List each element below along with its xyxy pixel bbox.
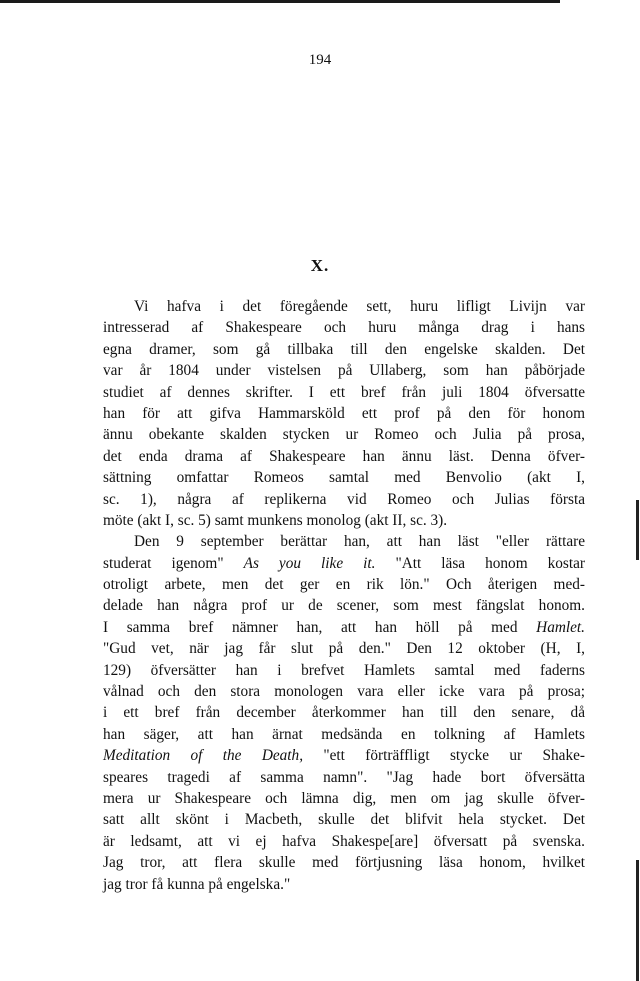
page-number: 194	[308, 52, 332, 68]
text-line: i ett bref från december återkommer han till den senare, då	[103, 704, 585, 722]
text-line: Den 9 september berättar han, att han läst "eller rättare	[134, 533, 585, 551]
top-scan-rule	[0, 0, 560, 3]
text-line: jag tror få kunna på engelska."	[103, 875, 291, 893]
text-segment: I samma bref nämner han, att han höll på med	[103, 618, 537, 636]
text-line: intresserad af Shakespeare och huru många drag i hans	[103, 319, 585, 337]
text-segment: "Att läsa honom kostar	[375, 554, 586, 572]
text-line: ännu obekante skalden stycken ur Romeo och Julia på prosa,	[103, 426, 585, 444]
text-line: vålnad och den stora monologen vara eller icke vara på prosa;	[103, 683, 585, 701]
text-line: sättning omfattar Romeos samtal med Benvolio (akt I,	[103, 469, 585, 487]
text-line: egna dramer, som gå tillbaka till den engelske skalden. Det	[103, 340, 585, 358]
text-line: Jag tror, att flera skulle med förtjusning läsa honom, hvilket	[103, 854, 585, 872]
text-line: satt allt skönt i Macbeth, skulle det blifvit hela stycket. Det	[103, 811, 585, 829]
text-line: mera ur Shakespeare och lämna dig, men om jag skulle öfver-	[103, 789, 585, 807]
text-line: var år 1804 under vistelsen på Ullaberg, som han påbörjade	[103, 362, 585, 380]
text-line: 129) öfversätter han i brefvet Hamlets samtal med faderns	[103, 661, 585, 679]
italic-title: Meditation of the Death,	[103, 747, 304, 765]
text-line: Vi hafva i det föregående sett, huru lifligt Livijn var	[134, 298, 585, 315]
text-line: "Gud vet, när jag får slut på den." Den 12 oktober (H, I,	[103, 640, 585, 658]
italic-title: Hamlet.	[536, 618, 585, 636]
text-segment: "ett förträffligt stycke ur Shake-	[303, 747, 585, 765]
text-line: är ledsamt, att vi ej hafva Shakespe[are] öfversatt på svenska.	[103, 832, 585, 850]
text-line	[103, 745, 585, 766]
text-line: det enda drama af Shakespeare han ännu läst. Denna öfver-	[103, 447, 585, 465]
text-line: han för att gifva Hammarsköld ett prof på den för honom	[103, 404, 585, 422]
text-line: speares tragedi af samma namn". "Jag hade bort öfversätta	[103, 768, 585, 786]
text-line: studiet af dennes skrifter. I ett bref från juli 1804 öfversatte	[103, 383, 585, 401]
chapter-heading: X.	[310, 256, 330, 275]
text-line: delade han några prof ur de scener, som mest fängslat honom.	[103, 597, 585, 615]
text-line: sc. 1), några af replikerna vid Romeo och Julias första	[103, 490, 585, 508]
text-line: han säger, att han ärnat medsända en tolkning af Hamlets	[103, 725, 585, 743]
text-line	[103, 617, 585, 638]
text-line: möte (akt I, sc. 5) samt munkens monolog (akt II, sc. 3).	[103, 511, 448, 529]
text-line: otroligt arbete, men det ger en rik lön." Och återigen med-	[103, 576, 585, 594]
scan-edge-mark	[636, 500, 639, 560]
body-text	[103, 296, 585, 895]
text-segment: studerat igenom"	[103, 554, 244, 572]
text-line	[103, 553, 585, 574]
italic-title: As you like it.	[243, 554, 376, 572]
scan-edge-mark	[636, 860, 639, 981]
